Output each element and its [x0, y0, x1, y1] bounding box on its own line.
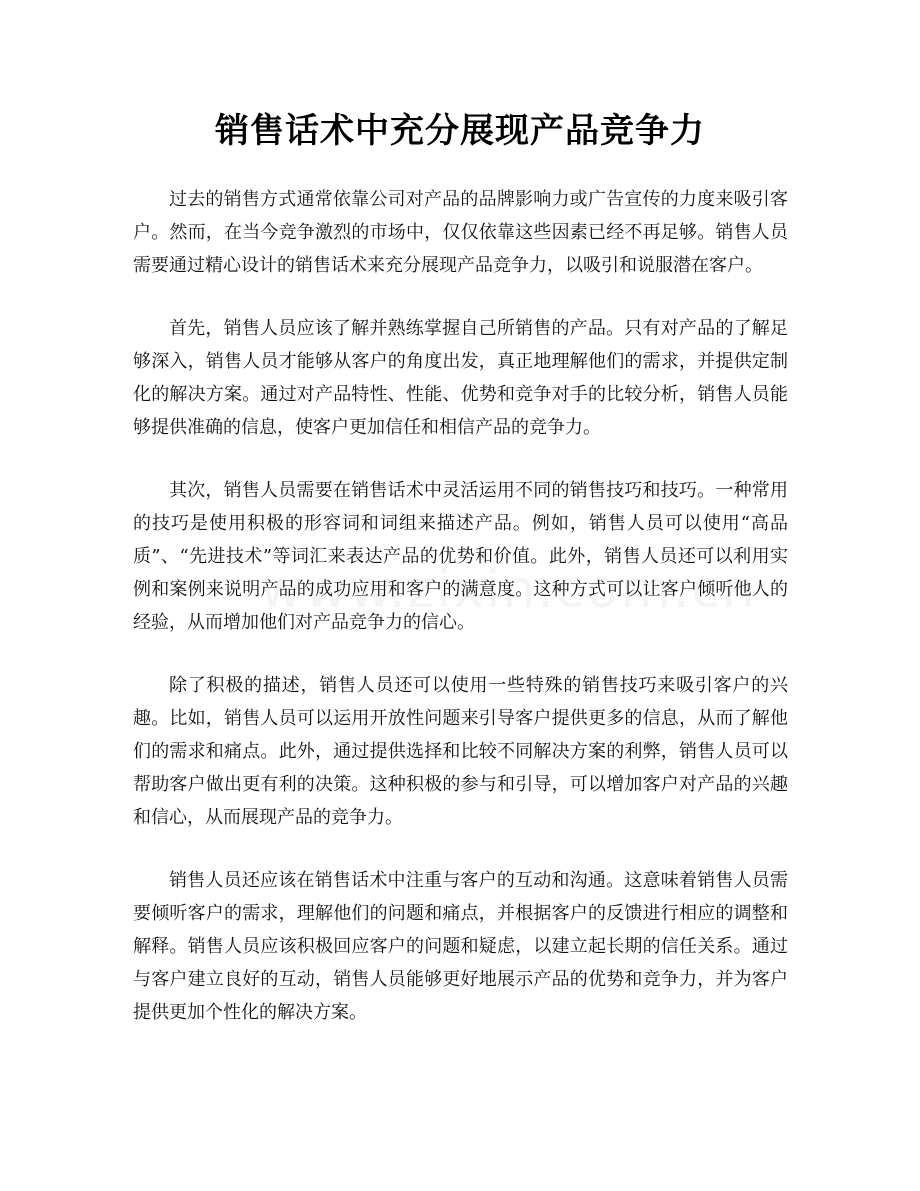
paragraph-1: 过去的销售方式通常依靠公司对产品的品牌影响力或广告宣传的力度来吸引客户。然而，在当今竞争激烈的市场中，仅仅依靠这些因素已经不再足够。销售人员需要通过精心设计的销售话术来充分展现产品竞争力，以吸引和说服潜在客户。 [133, 189, 788, 276]
paragraph-3: 其次，销售人员需要在销售话术中灵活运用不同的销售技巧和技巧。一种常用的技巧是使用积极的形容词和词组来描述产品。例如，销售人员可以使用“高品质”、“先进技术”等词汇来表达产品的优势和价值。此外，销售人员还可以利用实例和案例来说明产品的成功应用和客户的满意度。这种方式可以让客户倾听他人的经验，从而增加他们对产品竞争力的信心。 [133, 480, 788, 633]
paragraph-4: 除了积极的描述，销售人员还可以使用一些特殊的销售技巧来吸引客户的兴趣。比如，销售人员可以运用开放性问题来引导客户提供更多的信息，从而了解他们的需求和痛点。此外，通过提供选择和比较不同解决方案的利弊，销售人员可以帮助客户做出更有利的决策。这种积极的参与和引导，可以增加客户对产品的兴趣和信心，从而展现产品的竞争力。 [133, 675, 788, 828]
paragraph-5: 销售人员还应该在销售话术中注重与客户的互动和沟通。这意味着销售人员需要倾听客户的需求，理解他们的问题和痛点，并根据客户的反馈进行相应的调整和解释。销售人员应该积极回应客户的问题和疑虑，以建立起长期的信任关系。通过与客户建立良好的互动，销售人员能够更好地展示产品的优势和竞争力，并为客户提供更加个性化的解决方案。 [133, 870, 788, 1023]
paragraph-2: 首先，销售人员应该了解并熟练掌握自己所销售的产品。只有对产品的了解足够深入，销售人员才能够从客户的角度出发，真正地理解他们的需求，并提供定制化的解决方案。通过对产品特性、性能、优势和竞争对手的比较分析，销售人员能够提供准确的信息，使客户更加信任和相信产品的竞争力。 [133, 318, 788, 438]
document-body [133, 183, 788, 1059]
document-title: 销售话术中充分展现产品竞争力 [215, 111, 705, 151]
